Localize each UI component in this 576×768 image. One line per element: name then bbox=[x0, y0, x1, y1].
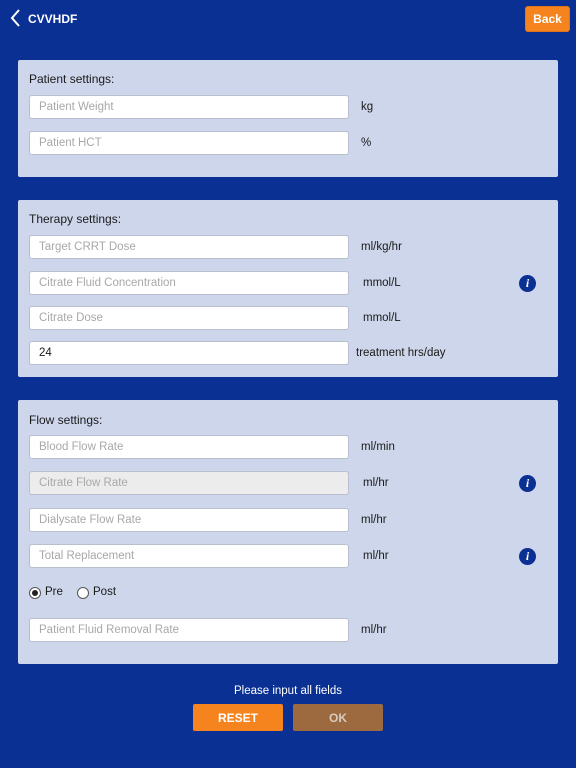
citrate-flow-rate-input: Citrate Flow Rate bbox=[29, 471, 349, 495]
treatment-hours-input[interactable]: 24 bbox=[29, 341, 349, 365]
citrate-dose-input[interactable]: Citrate Dose bbox=[29, 306, 349, 330]
post-radio-label[interactable]: Post bbox=[93, 586, 117, 598]
dialysate-flow-rate-input[interactable]: Dialysate Flow Rate bbox=[29, 508, 349, 532]
fluid-removal-rate-input[interactable]: Patient Fluid Removal Rate bbox=[29, 618, 349, 642]
total-replacement-unit: ml/hr bbox=[363, 550, 389, 562]
pre-radio[interactable] bbox=[29, 587, 41, 599]
total-replacement-info-icon[interactable]: i bbox=[519, 548, 536, 565]
patient-settings-title: Patient settings: bbox=[29, 72, 115, 86]
back-button[interactable]: Back bbox=[525, 6, 570, 32]
therapy-settings-title: Therapy settings: bbox=[29, 212, 122, 226]
page-title: CVVHDF bbox=[28, 12, 78, 26]
post-radio[interactable] bbox=[77, 587, 89, 599]
citrate-concentration-input[interactable]: Citrate Fluid Concentration bbox=[29, 271, 349, 295]
blood-flow-rate-unit: ml/min bbox=[361, 441, 395, 453]
citrate-flow-rate-unit: ml/hr bbox=[363, 477, 389, 489]
citrate-dose-unit: mmol/L bbox=[363, 312, 401, 324]
pre-radio-label[interactable]: Pre bbox=[45, 586, 63, 598]
citrate-concentration-info-icon[interactable]: i bbox=[519, 275, 536, 292]
top-bar bbox=[0, 0, 576, 38]
flow-settings-title: Flow settings: bbox=[29, 413, 103, 427]
dialysate-flow-rate-unit: ml/hr bbox=[361, 514, 387, 526]
patient-settings-panel bbox=[18, 60, 558, 177]
ok-button[interactable]: OK bbox=[293, 704, 383, 731]
chevron-left-icon[interactable] bbox=[8, 8, 24, 28]
flow-settings-panel bbox=[18, 400, 558, 664]
patient-hct-unit: % bbox=[361, 137, 372, 149]
status-message: Please input all fields bbox=[233, 685, 343, 697]
treatment-hours-unit: treatment hrs/day bbox=[356, 347, 446, 359]
patient-weight-input[interactable]: Patient Weight bbox=[29, 95, 349, 119]
total-replacement-input[interactable]: Total Replacement bbox=[29, 544, 349, 568]
blood-flow-rate-input[interactable]: Blood Flow Rate bbox=[29, 435, 349, 459]
target-crrt-dose-input[interactable]: Target CRRT Dose bbox=[29, 235, 349, 259]
patient-hct-input[interactable]: Patient HCT bbox=[29, 131, 349, 155]
target-crrt-dose-unit: ml/kg/hr bbox=[361, 241, 402, 253]
fluid-removal-rate-unit: ml/hr bbox=[361, 624, 387, 636]
patient-weight-unit: kg bbox=[361, 101, 374, 113]
reset-button[interactable]: RESET bbox=[193, 704, 283, 731]
citrate-concentration-unit: mmol/L bbox=[363, 277, 401, 289]
therapy-settings-panel bbox=[18, 200, 558, 377]
citrate-flow-info-icon[interactable]: i bbox=[519, 475, 536, 492]
